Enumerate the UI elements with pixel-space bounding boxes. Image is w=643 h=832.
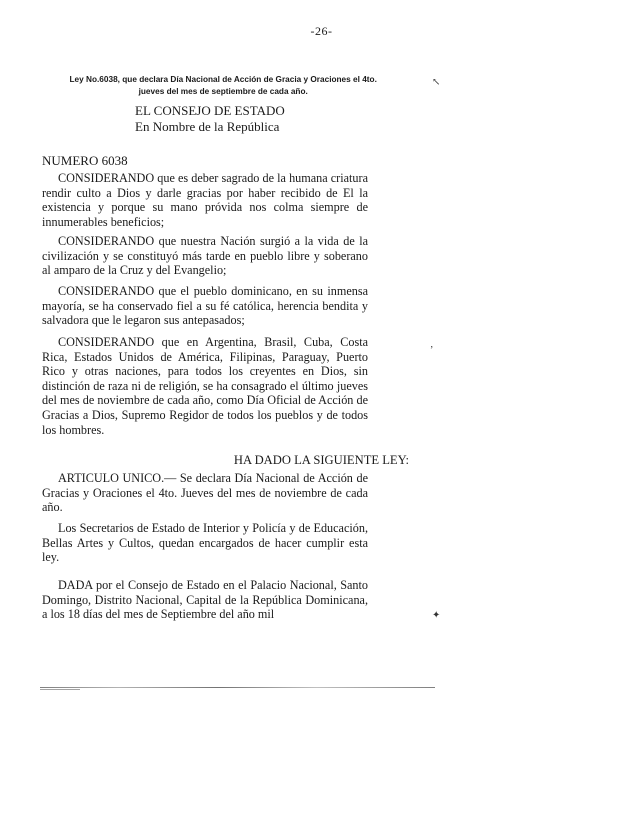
dada-paragraph: DADA por el Consejo de Estado en el Palacio Nacional, Santo Domingo, Distrito Nacional, Capital de la República Dominicana, a los 18 días del mes de Septiembre del año mil	[42, 578, 368, 622]
considerando-1: CONSIDERANDO que es deber sagrado de la humana criatura rendir culto a Dios y darle gracias por haber recibido de El la existencia y porque su mano próvida nos colma siempre de innumerables beneficios;	[42, 171, 368, 229]
bottom-rule	[40, 687, 435, 688]
scan-mark: ✦	[432, 610, 441, 621]
council-heading: EL CONSEJO DE ESTADO	[135, 103, 285, 118]
considerando-4: CONSIDERANDO que en Argentina, Brasil, Cuba, Costa Rica, Estados Unidos de América, Filipinas, Paraguay, Puerto Rico y otras naciones, para todos los creyentes en Dios, sin distinción de raza ni de religión, se ha consagrado el último jueves del mes de noviembre de cada año, como Día Oficial de Acción de Gracias a Dios, Supremo Regidor de todos los pueblos y de todos los hombres.	[42, 335, 368, 437]
bottom-rule-fragment	[40, 689, 80, 690]
section-heading: HA DADO LA SIGUIENTE LEY:	[233, 453, 410, 467]
law-title	[60, 73, 386, 97]
law-number: NUMERO 6038	[42, 153, 128, 168]
law-title-line-2: jueves del mes de septiembre de cada año.	[138, 86, 308, 96]
scan-mark: ↖	[432, 77, 441, 88]
articulo-unico: ARTICULO UNICO.— Se declara Día Nacional de Acción de Gracias y Oraciones el 4to. Jueves del mes de noviembre de cada año.	[42, 471, 368, 515]
in-name-heading: En Nombre de la República	[135, 119, 280, 134]
law-title-line-1: Ley No.6038, que declara Día Nacional de Acción de Gracia y Oraciones el 4to.	[69, 74, 377, 84]
scan-mark: ʼ	[430, 345, 434, 356]
considerando-3: CONSIDERANDO que el pueblo dominicano, en su inmensa mayoría, se ha conservado fiel a su fé católica, herencia bendita y salvadora que le legaron sus antepasados;	[42, 284, 368, 328]
secretarios-paragraph: Los Secretarios de Estado de Interior y Policía y de Educación, Bellas Artes y Cultos, quedan encargados de hacer cumplir esta ley.	[42, 521, 368, 565]
page-number: -26-	[310, 24, 333, 38]
considerando-2: CONSIDERANDO que nuestra Nación surgió a la vida de la civilización y se constituyó más tarde en pueblo libre y soberano al amparo de la Cruz y del Evangelio;	[42, 234, 368, 278]
